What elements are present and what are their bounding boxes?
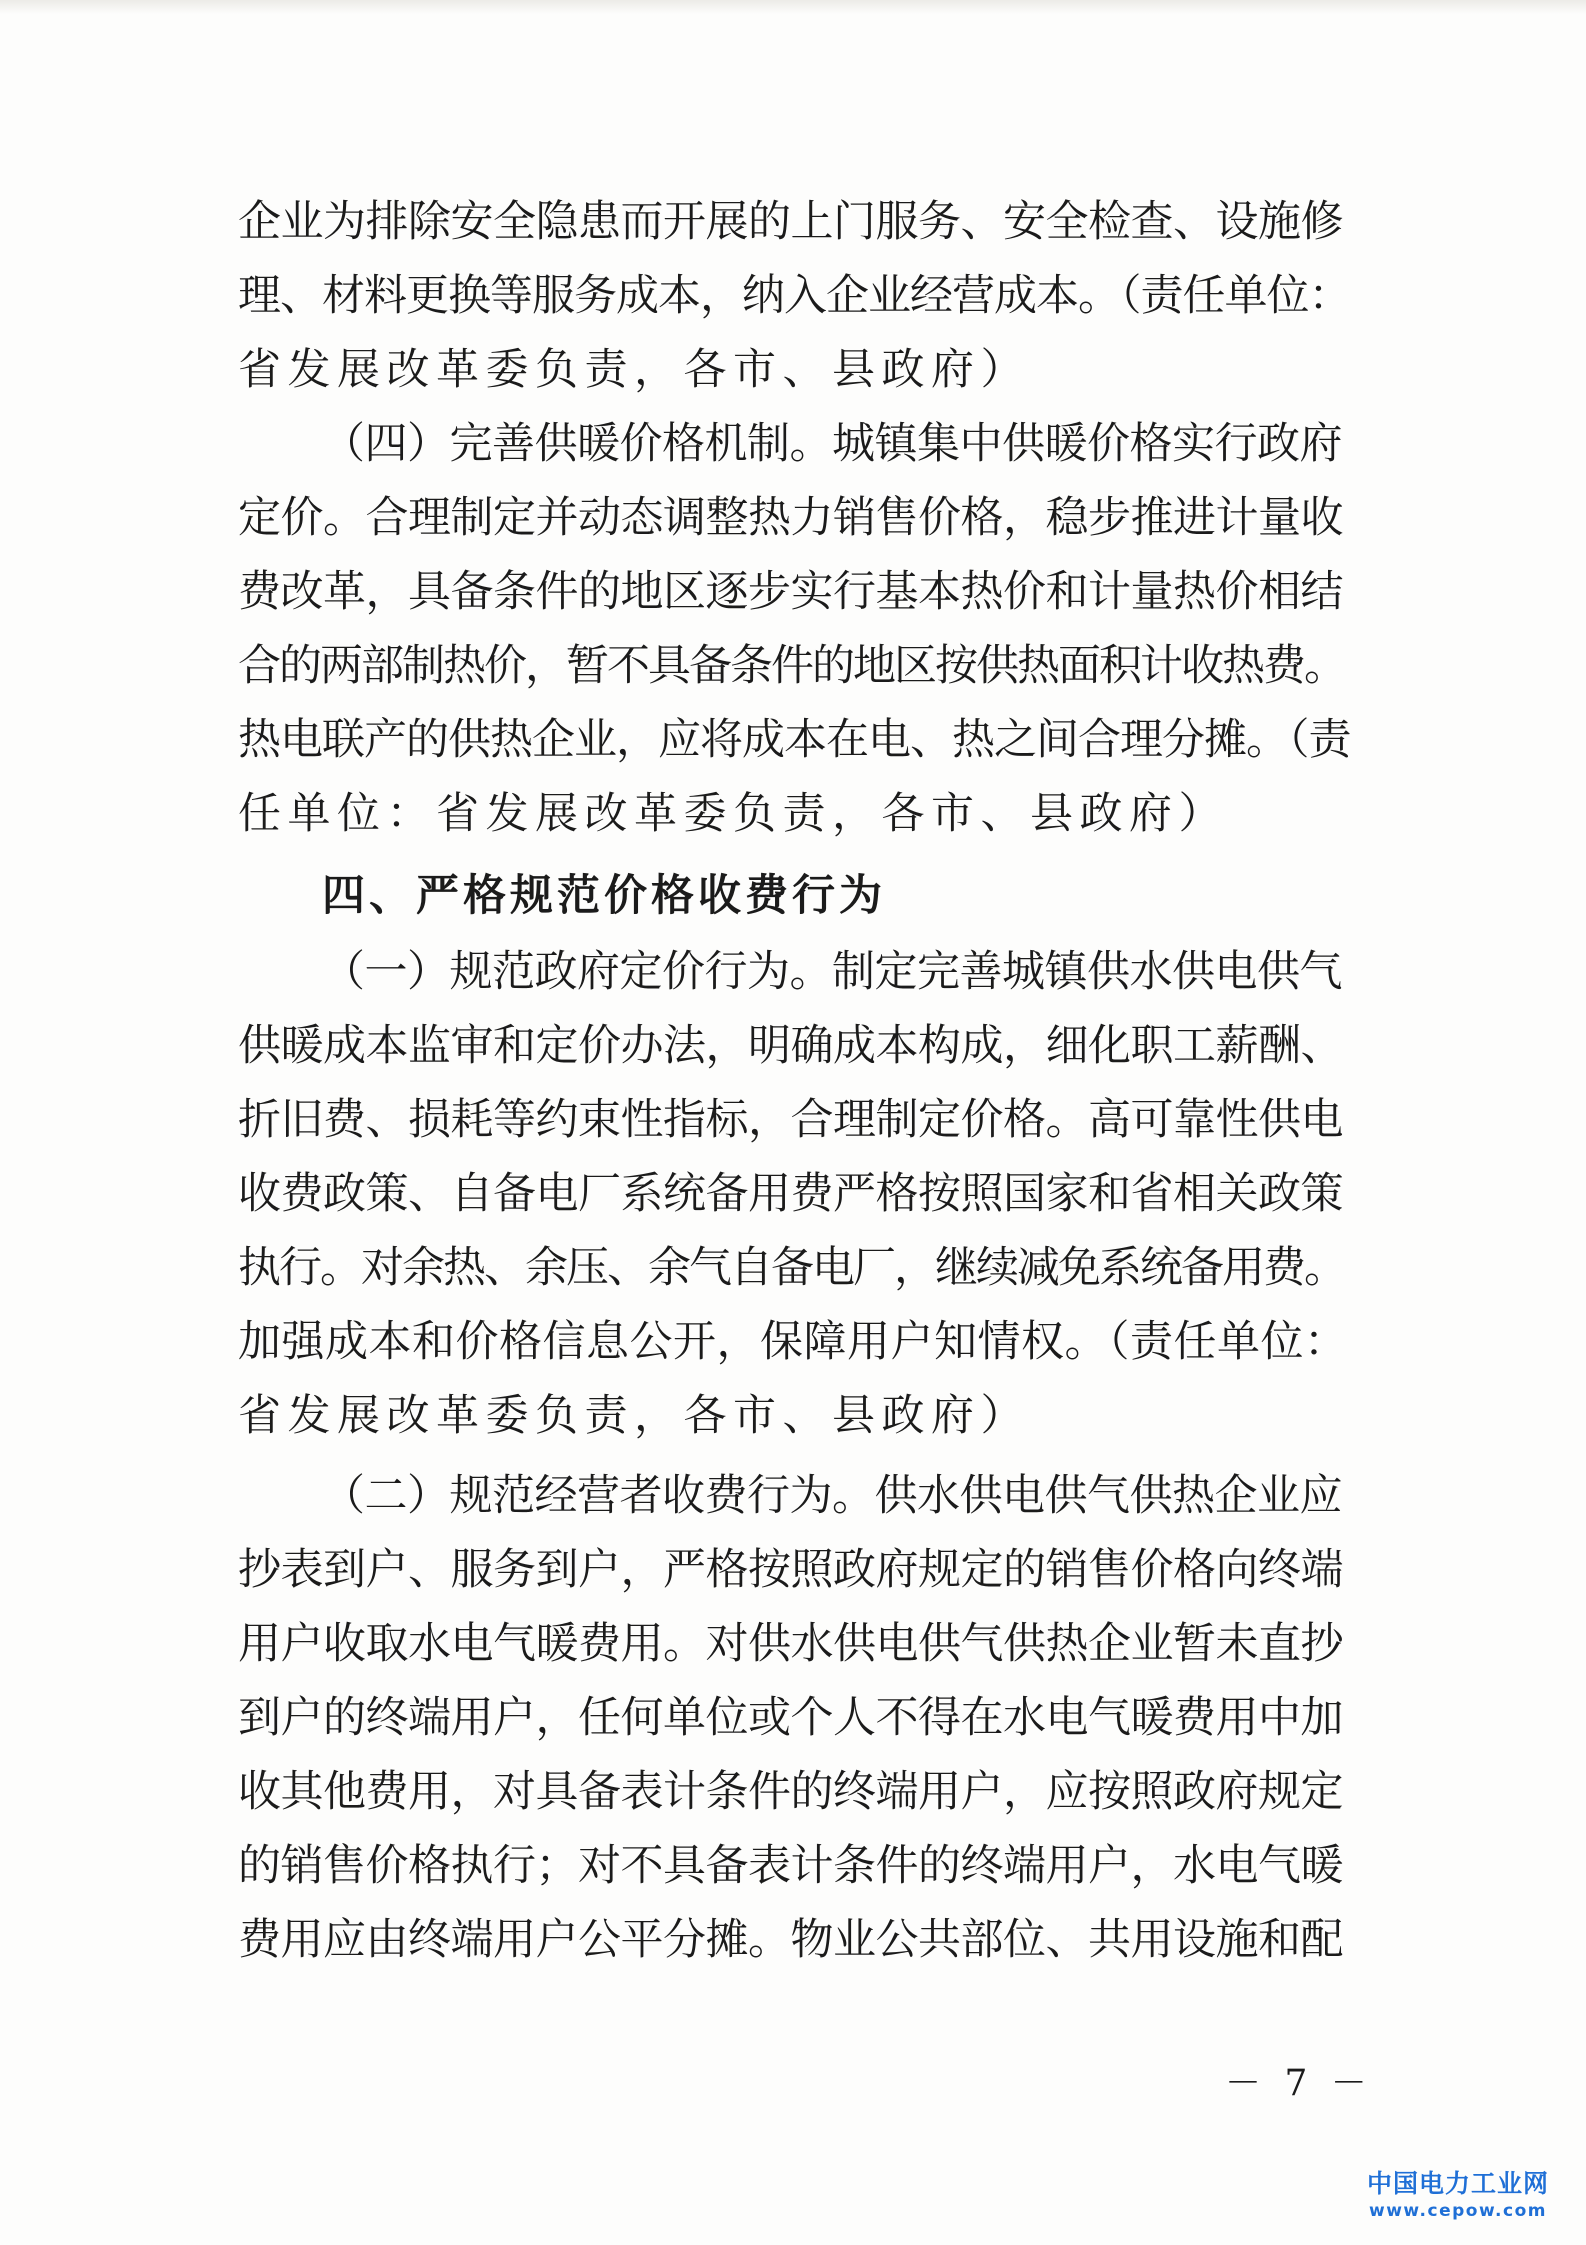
text-line: 折旧费、损耗等约束性指标，合理制定价格。高可靠性供电 bbox=[238, 1095, 1343, 1145]
section-heading: 四、严格规范价格收费行为 bbox=[322, 871, 886, 921]
text-line: 的销售价格执行；对不具备表计条件的终端用户，水电气暖 bbox=[238, 1841, 1343, 1891]
text-line: 加强成本和价格信息公开，保障用户知情权。（责任单位： bbox=[238, 1317, 1348, 1367]
text-line: 费用应由终端用户公平分摊。物业公共部位、共用设施和配 bbox=[238, 1915, 1343, 1965]
text-line: 企业为排除安全隐患而开展的上门服务、安全检查、设施修 bbox=[238, 197, 1343, 247]
text-line: （一）规范政府定价行为。制定完善城镇供水供电供气 bbox=[322, 947, 1342, 997]
text-line: 合的两部制热价，暂不具备条件的地区按供热面积计收热费。 bbox=[238, 641, 1345, 691]
text-line: 任单位：省发展改革委负责，各市、县政府） bbox=[238, 789, 1228, 839]
text-line: 用户收取水电气暖费用。对供水供电供气供热企业暂未直抄 bbox=[238, 1619, 1343, 1669]
text-line: 收费政策、自备电厂系统备用费严格按照国家和省相关政策 bbox=[238, 1169, 1343, 1219]
text-line: （二）规范经营者收费行为。供水供电供气供热企业应 bbox=[322, 1471, 1342, 1521]
text-line: 热电联产的供热企业，应将成本在电、热之间合理分摊。（责 bbox=[238, 715, 1351, 765]
text-line: 执行。对余热、余压、余气自备电厂，继续减免系统备用费。 bbox=[238, 1243, 1345, 1293]
site-watermark bbox=[1348, 2168, 1568, 2222]
watermark-url: www.cepow.com bbox=[1369, 2201, 1547, 2221]
text-line: 供暖成本监审和定价办法，明确成本构成，细化职工薪酬、 bbox=[238, 1021, 1343, 1071]
text-line: 省发展改革委负责，各市、县政府） bbox=[238, 1391, 1030, 1441]
text-line: 省发展改革委负责，各市、县政府） bbox=[238, 345, 1030, 395]
text-line: 理、材料更换等服务成本，纳入企业经营成本。（责任单位： bbox=[238, 271, 1351, 321]
watermark-name: 中国电力工业网 bbox=[1366, 2169, 1549, 2198]
text-line: （四）完善供暖价格机制。城镇集中供暖价格实行政府 bbox=[322, 419, 1342, 469]
text-line: 费改革，具备条件的地区逐步实行基本热价和计量热价相结 bbox=[238, 567, 1343, 617]
text-line: 收其他费用，对具备表计条件的终端用户，应按照政府规定 bbox=[238, 1767, 1343, 1817]
page-number: － 7 － bbox=[1225, 2063, 1373, 2104]
scan-edge-shade bbox=[0, 0, 1586, 14]
text-line: 抄表到户、服务到户，严格按照政府规定的销售价格向终端 bbox=[238, 1545, 1343, 1595]
text-line: 到户的终端用户，任何单位或个人不得在水电气暖费用中加 bbox=[238, 1693, 1343, 1743]
text-line: 定价。合理制定并动态调整热力销售价格，稳步推进计量收 bbox=[238, 493, 1343, 543]
